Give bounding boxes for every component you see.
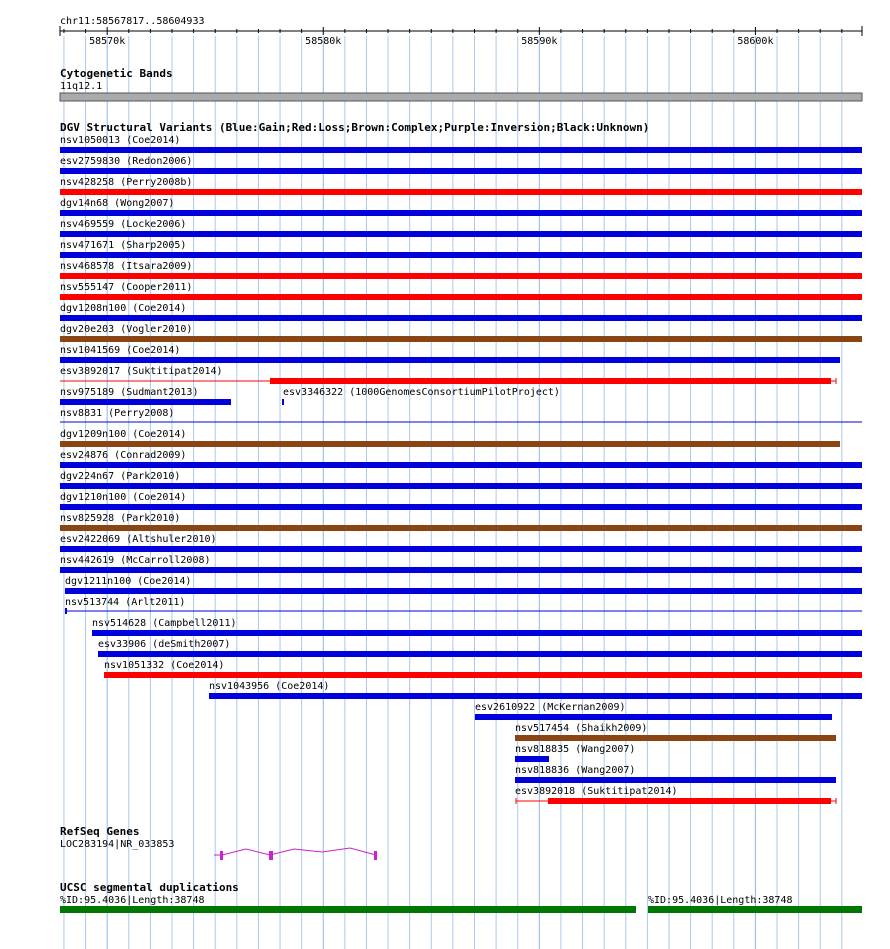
variant-label: nsv818836 (Wang2007) <box>515 765 636 776</box>
variant-bar[interactable] <box>60 483 862 489</box>
variant-bar[interactable] <box>60 294 862 300</box>
variant-bar[interactable] <box>60 441 840 447</box>
segdup-label: %ID:95.4036|Length:38748 <box>648 895 793 906</box>
cytoband-track-title[interactable]: Cytogenetic Bands <box>60 67 173 80</box>
variant-bar[interactable] <box>60 168 862 174</box>
variant-label: dgv1209n100 (Coe2014) <box>60 429 187 440</box>
variant-bar[interactable] <box>475 714 832 720</box>
variant-label: dgv1211n100 (Coe2014) <box>65 576 192 587</box>
variant-bar[interactable] <box>60 462 862 468</box>
variant-label: nsv428258 (Perry2008b) <box>60 177 193 188</box>
variant-label: esv24876 (Conrad2009) <box>60 450 187 461</box>
variant-bar[interactable] <box>60 252 862 258</box>
variant-bar[interactable] <box>60 357 840 363</box>
variant-label: esv2610922 (McKernan2009) <box>475 702 626 713</box>
variant-label: nsv471671 (Sharp2005) <box>60 240 187 251</box>
segdup-bar[interactable] <box>648 906 862 913</box>
variant-label: nsv555147 (Cooper2011) <box>60 282 193 293</box>
variant-bar[interactable] <box>60 147 862 153</box>
dgv-track-title[interactable]: DGV Structural Variants (Blue:Gain;Red:Loss;Brown:Complex;Purple:Inversion;Black:Unknown) <box>60 121 650 134</box>
variant-bar[interactable] <box>282 399 284 405</box>
variant-label: nsv8831 (Perry2008) <box>60 408 175 419</box>
tick-label-58590k: 58590k <box>521 36 558 47</box>
variant-label: nsv1041569 (Coe2014) <box>60 345 181 356</box>
cytoband-label: 11q12.1 <box>60 81 103 92</box>
variant-label: dgv224n67 (Park2010) <box>60 471 181 482</box>
ruler-ticks <box>64 27 842 47</box>
variant-bar[interactable] <box>65 588 862 594</box>
segdup-track-title[interactable]: UCSC segmental duplications <box>60 881 239 894</box>
variant-start-mark <box>65 608 67 614</box>
variant-label: nsv513744 (Arlt2011) <box>65 597 186 608</box>
segdup-bar[interactable] <box>60 906 636 913</box>
variant-label: nsv1051332 (Coe2014) <box>104 660 225 671</box>
variant-label: nsv975189 (Sudmant2013) <box>60 387 199 398</box>
variant-bar[interactable] <box>270 378 831 384</box>
variant-label: nsv1043956 (Coe2014) <box>209 681 330 692</box>
gene-intron-line <box>214 848 376 855</box>
variant-bar[interactable] <box>209 693 862 699</box>
variant-bar[interactable] <box>98 651 862 657</box>
variant-bar[interactable] <box>515 756 549 762</box>
variant-bar[interactable] <box>60 567 862 573</box>
region-label: chr11:58567817..58604933 <box>60 16 205 27</box>
variant-label: esv2422069 (Altshuler2010) <box>60 534 217 545</box>
variant-label: dgv14n68 (Wong2007) <box>60 198 175 209</box>
variant-bar[interactable] <box>92 630 862 636</box>
variant-label: esv2759830 (Redon2006) <box>60 156 193 167</box>
tick-label-58570k: 58570k <box>89 36 126 47</box>
variant-label: dgv1210n100 (Coe2014) <box>60 492 187 503</box>
variant-label: nsv468578 (Itsara2009) <box>60 261 193 272</box>
variant-label: nsv818835 (Wang2007) <box>515 744 636 755</box>
variant-label: nsv514628 (Campbell2011) <box>92 618 237 629</box>
gene-exon <box>269 851 273 860</box>
cytoband-bar[interactable] <box>60 93 862 101</box>
gene-exon <box>220 851 223 860</box>
variant-bar[interactable] <box>60 189 862 195</box>
gene-exon <box>374 851 377 860</box>
variant-label: esv3892018 (Suktitipat2014) <box>515 786 678 797</box>
segdup-label: %ID:95.4036|Length:38748 <box>60 895 205 906</box>
variant-bar[interactable] <box>60 504 862 510</box>
variant-label: dgv1208n100 (Coe2014) <box>60 303 187 314</box>
tick-label-58580k: 58580k <box>305 36 342 47</box>
variant-bar[interactable] <box>60 315 862 321</box>
refseq-track-title[interactable]: RefSeq Genes <box>60 825 140 838</box>
variant-label: dgv20e203 (Vogler2010) <box>60 324 193 335</box>
gene-label: LOC283194|NR_033853 <box>60 839 175 850</box>
variant-bar[interactable] <box>515 735 836 741</box>
variant-bar[interactable] <box>60 231 862 237</box>
variant-bar[interactable] <box>104 672 862 678</box>
variant-bar[interactable] <box>60 273 862 279</box>
variant-label: esv3892017 (Suktitipat2014) <box>60 366 223 377</box>
variant-bar[interactable] <box>60 399 231 405</box>
variant-bar[interactable] <box>60 336 862 342</box>
variant-label: nsv825928 (Park2010) <box>60 513 181 524</box>
variant-bar[interactable] <box>515 777 836 783</box>
variant-label: nsv1050013 (Coe2014) <box>60 135 181 146</box>
variant-label: esv3346322 (1000GenomesConsortiumPilotProject) <box>283 387 560 398</box>
variant-label: esv33906 (deSmith2007) <box>98 639 231 650</box>
variant-label: nsv517454 (Shaikh2009) <box>515 723 648 734</box>
tick-label-58600k: 58600k <box>737 36 774 47</box>
gene-model[interactable] <box>214 848 377 860</box>
variant-bar[interactable] <box>548 798 831 804</box>
variant-bar[interactable] <box>60 525 862 531</box>
variant-bar[interactable] <box>60 546 862 552</box>
variant-label: nsv469559 (Locke2006) <box>60 219 187 230</box>
variant-bar[interactable] <box>60 210 862 216</box>
variant-label: nsv442619 (McCarroll2008) <box>60 555 211 566</box>
